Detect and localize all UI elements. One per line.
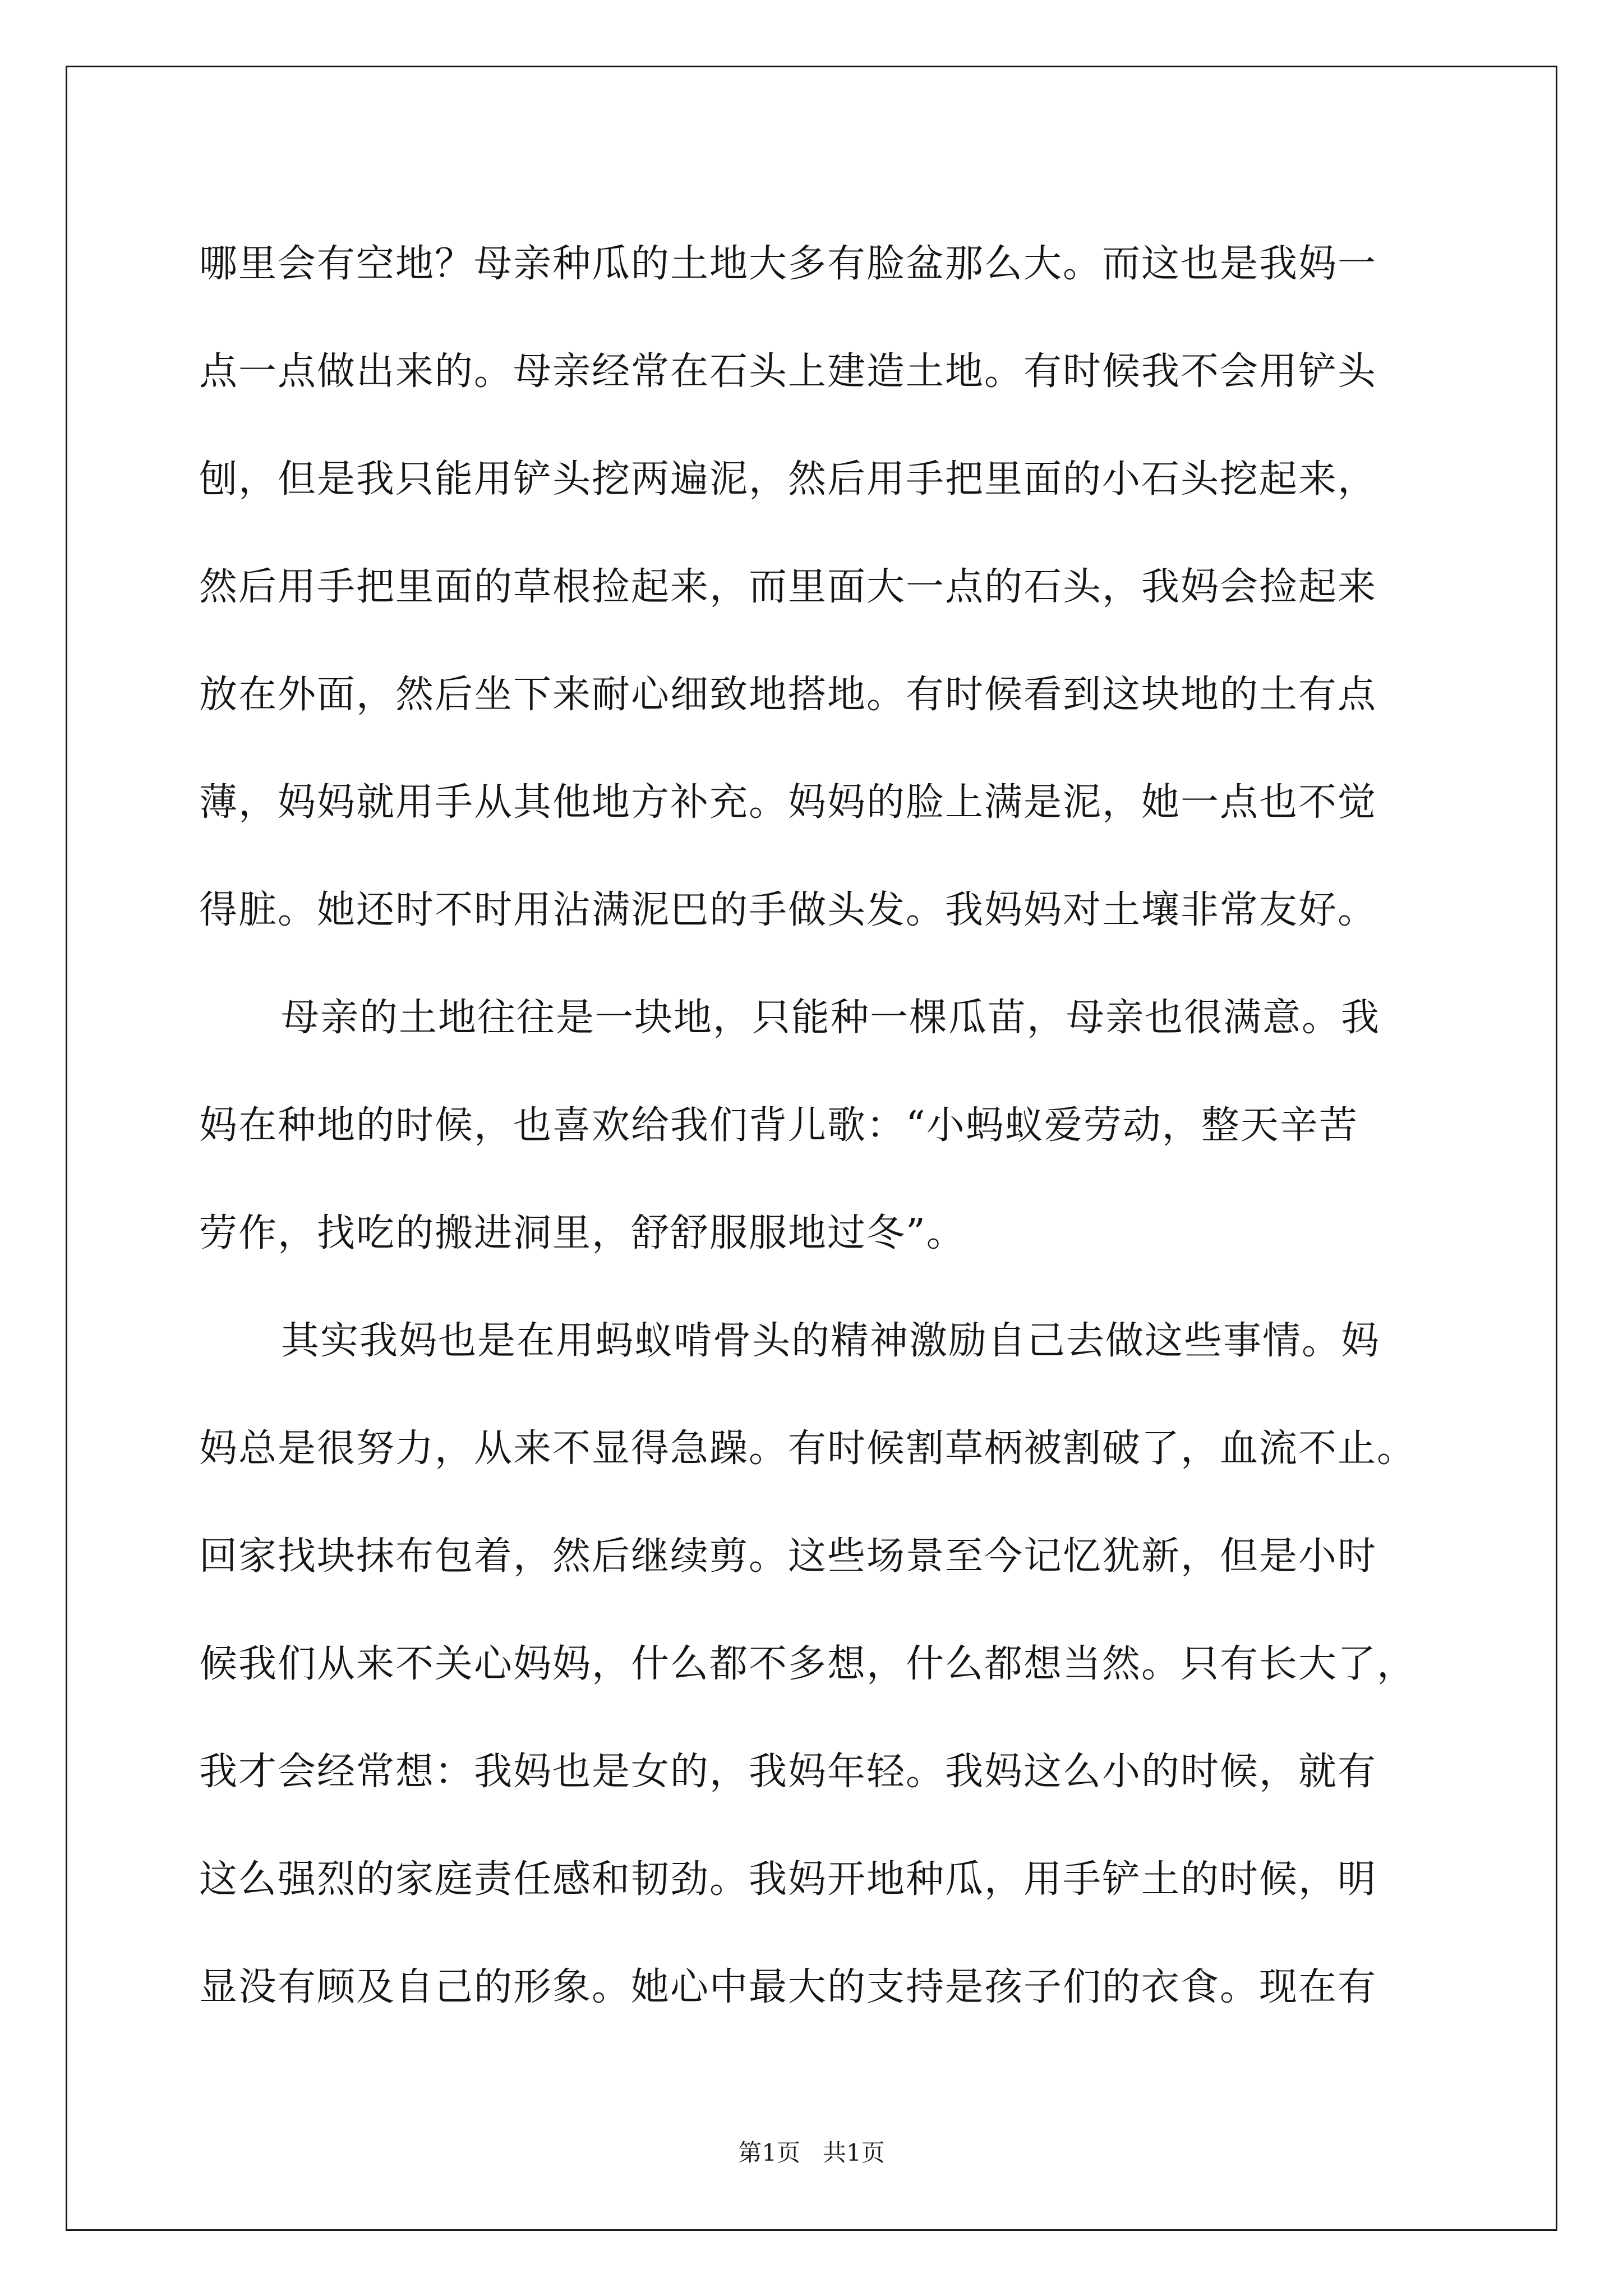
text-line: 放在外面，然后坐下来耐心细致地搭地。有时候看到这块地的土有点 [199, 673, 1377, 717]
text-line: 妈总是很努力，从来不显得急躁。有时候割草柄被割破了，血流不止。 [199, 1427, 1417, 1471]
paragraph-2 [199, 964, 1433, 1287]
text-line: 其实我妈也是在用蚂蚁啃骨头的精神激励自己去做这些事情。妈 [281, 1319, 1381, 1363]
page-number-footer: 第1页 共1页 [738, 2139, 885, 2166]
text-line: 候我们从来不关心妈妈，什么都不多想，什么都想当然。只有长大了， [199, 1642, 1417, 1686]
text-line: 显没有顾及自己的形象。她心中最大的支持是孩子们的衣食。现在有 [199, 1965, 1377, 2009]
text-line: 然后用手把里面的草根捡起来，而里面大一点的石头，我妈会捡起来 [199, 565, 1377, 609]
text-line: 回家找块抹布包着，然后继续剪。这些场景至今记忆犹新，但是小时 [199, 1534, 1377, 1579]
text-line: 劳作，找吃的搬进洞里，舒舒服服地过冬”。 [199, 1211, 966, 1255]
text-line: 这么强烈的家庭责任感和韧劲。我妈开地种瓜，用手铲土的时候，明 [199, 1857, 1377, 1902]
text-line: 母亲的土地往往是一块地，只能种一棵瓜苗，母亲也很满意。我 [281, 996, 1381, 1040]
document-body [199, 210, 1433, 2041]
text-line: 妈在种地的时候，也喜欢给我们背儿歌：“小蚂蚁爱劳动，整天辛苦 [199, 1103, 1358, 1148]
paragraph-3 [199, 1287, 1433, 2041]
text-line: 薄，妈妈就用手从其他地方补充。妈妈的脸上满是泥，她一点也不觉 [199, 780, 1377, 825]
paragraph-1 [199, 210, 1433, 964]
text-line: 点一点做出来的。母亲经常在石头上建造土地。有时候我不会用铲头 [199, 349, 1377, 394]
text-line: 我才会经常想：我妈也是女的，我妈年轻。我妈这么小的时候，就有 [199, 1750, 1377, 1794]
text-line: 刨，但是我只能用铲头挖两遍泥，然后用手把里面的小石头挖起来， [199, 457, 1377, 501]
text-line: 得脏。她还时不时用沾满泥巴的手做头发。我妈妈对土壤非常友好。 [199, 888, 1377, 932]
text-line: 哪里会有空地？母亲种瓜的土地大多有脸盆那么大。而这也是我妈一 [199, 242, 1377, 286]
